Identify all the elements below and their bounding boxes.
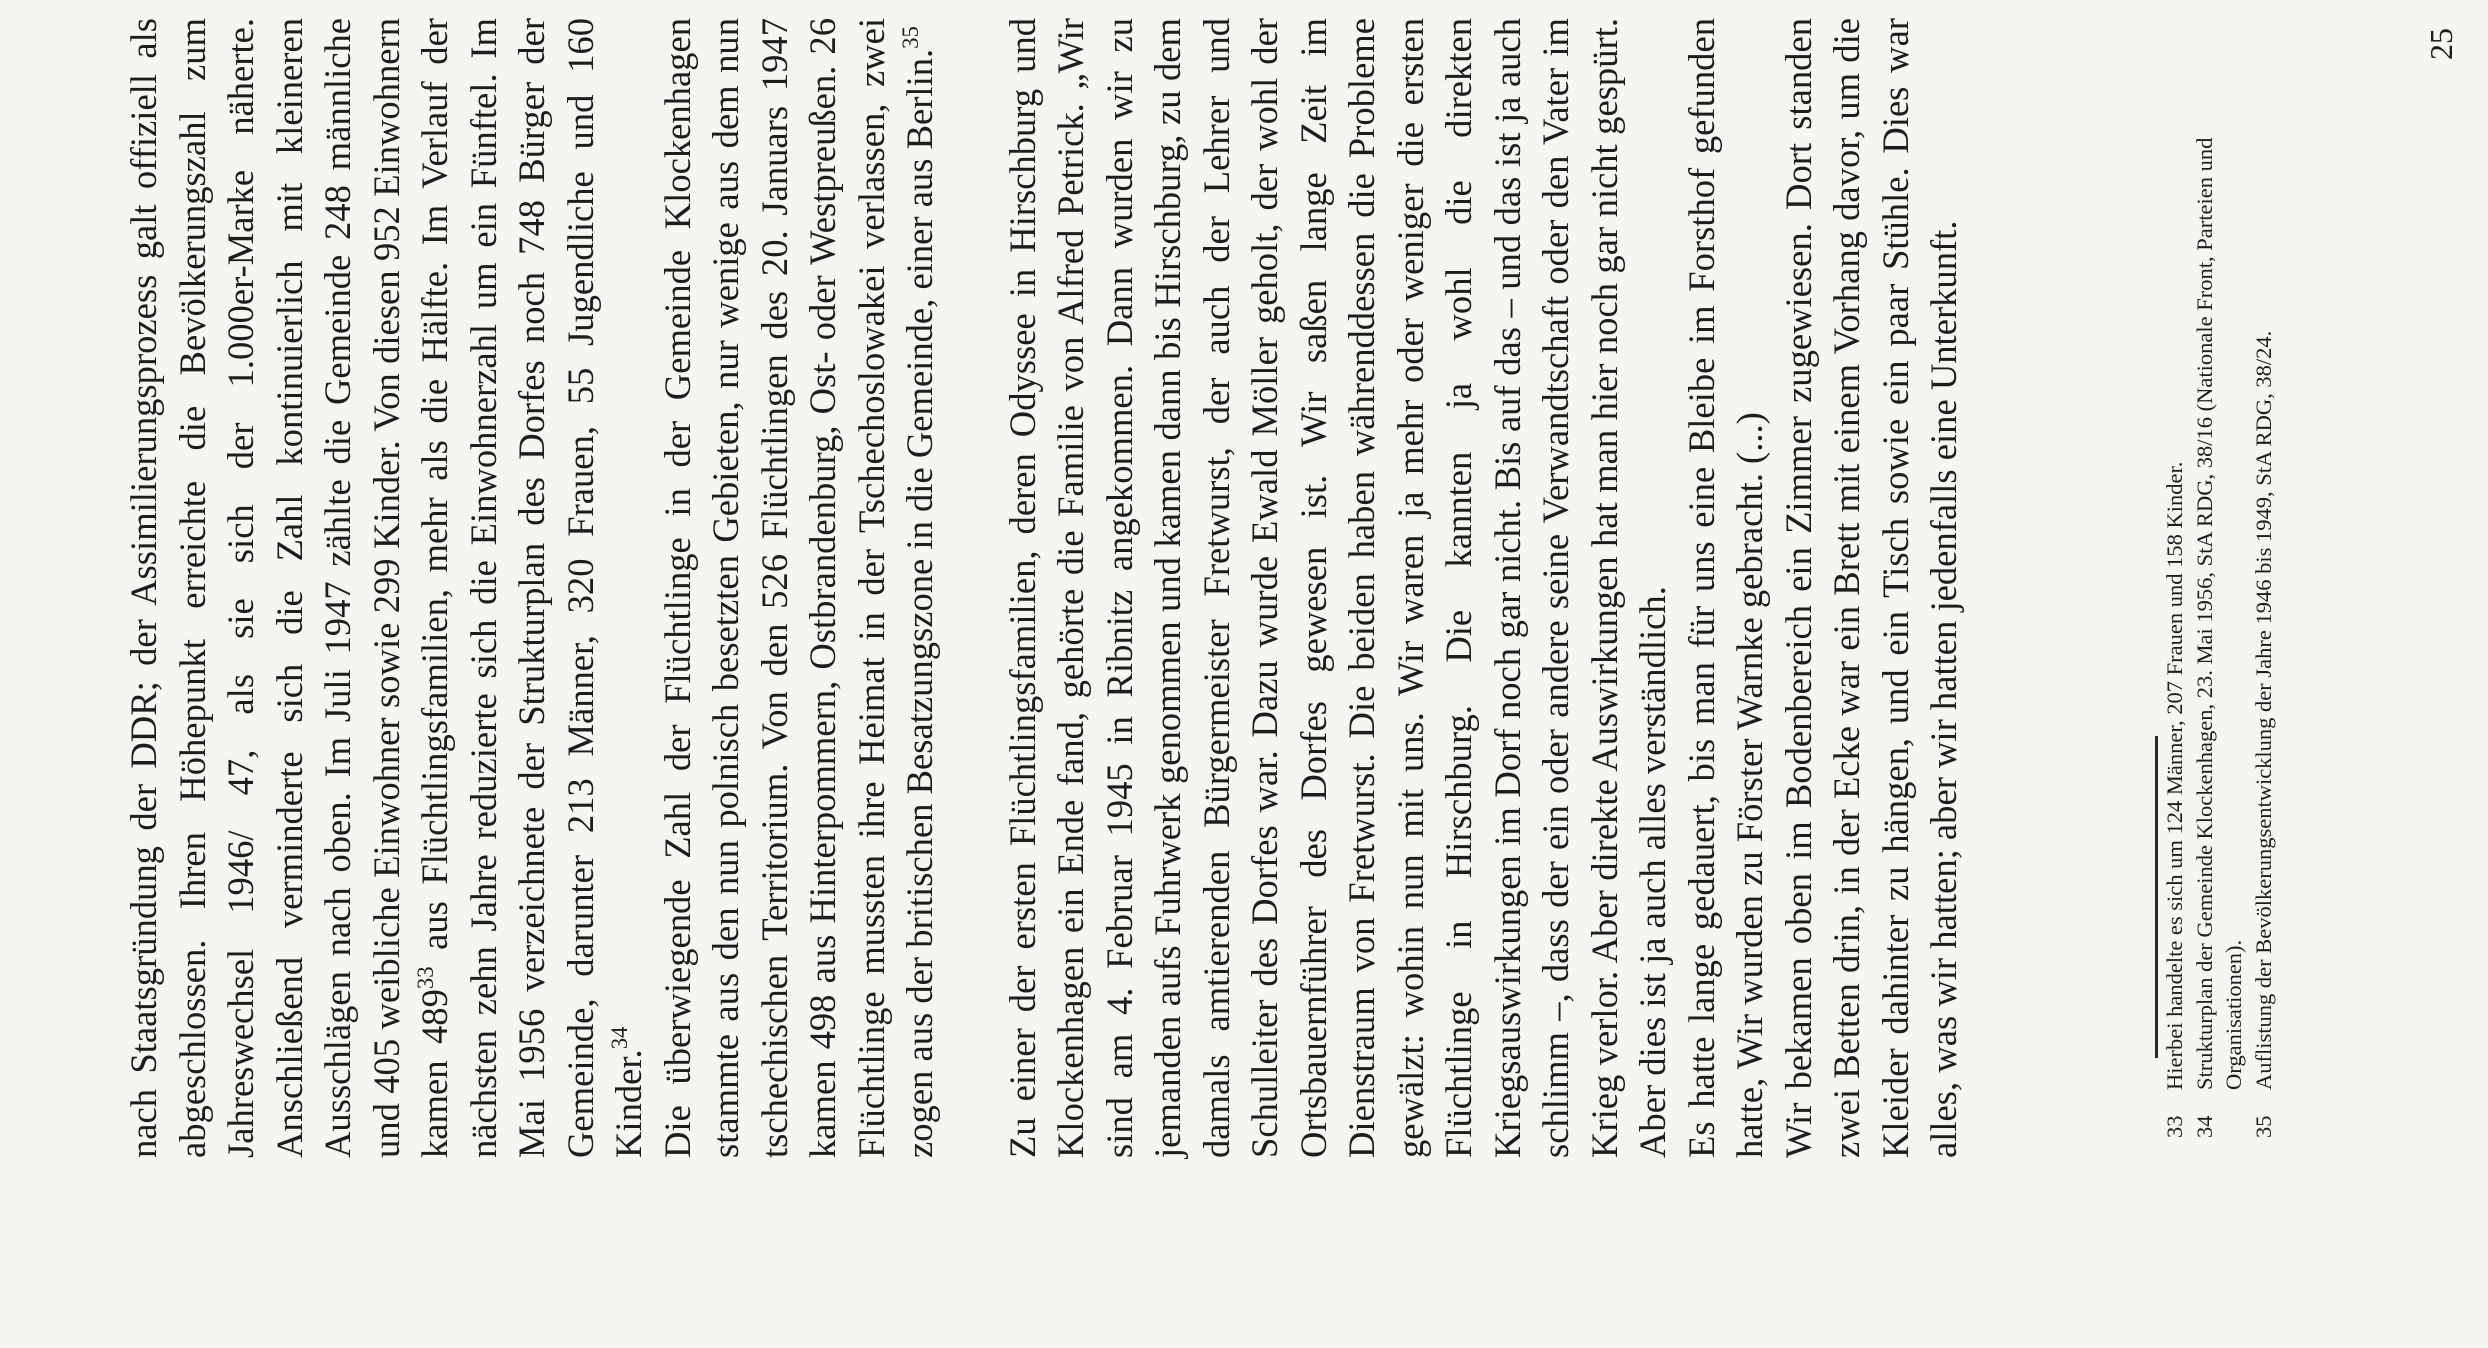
footnote	[2160, 18, 2190, 1138]
paragraph	[999, 18, 1678, 1158]
footnote-text: Strukturplan der Gemeinde Klockenhagen, 23. Mai 1956, StA RDG, 38/16 (Nationale Front, Parteien und Organisationen).	[2191, 137, 2246, 1090]
footnote-text: Auflistung der Bevölkerungsentwicklung der Jahre 1946 bis 1949, StA RDG, 38/24.	[2250, 330, 2276, 1090]
footnote-number: 33	[2162, 1115, 2187, 1138]
footnote-separator	[2155, 736, 2158, 1058]
text-run: Die überwiegende Zahl der Flüchtlinge in der Gemeinde Klockenhagen stammte aus den nun polnisch besetzten Gebieten, nur wenige aus dem nun tschechischen Territorium. Von den 526 Flüchtlingen des 20. Januars 1947 kamen 498 aus Hinterpommern, Ostbrandenburg, Ost- oder Westpreußen. 26 Flüchtlinge mussten ihre Heimat in der Tschechoslowakei verlassen, zwei zogen aus der britischen Besatzungszone in die Gemeinde, einer aus Berlin.	[656, 18, 940, 1158]
paragraph	[654, 18, 945, 1158]
footnote-reference: 35	[897, 26, 923, 49]
footnote-number: 35	[2250, 1115, 2276, 1138]
paragraph	[1775, 18, 1969, 1158]
text-run: nach Staatsgründung der DDR; der Assimilierungsprozess galt offiziell als abgeschlossen. Ihren Höhepunkt erreichte die Bevölkerungszahl zum Jahreswechsel 1946/ 47, als sie sich der 1.000er-Marke näherte. Anschließend verminderte sich die Zahl kontinuierlich mit kleineren Ausschlägen nach oben. Im Juli 1947 zählte die Gemeinde 248 männliche und 405 weibliche Einwohner sowie 299 Kinder. Von diesen 952 Einwohnern kamen 489	[123, 18, 455, 1158]
paragraph	[120, 18, 654, 1158]
text-run: Zu einer der ersten Flüchtlingsfamilien, deren Odyssee in Hirschburg und Klockenhagen ein Ende fand, gehörte die Familie von Alfred Petrick. „Wir sind am 4. Februar 1945 in Ribnitz angekommen. Dann wurden wir zu jemanden aufs Fuhrwerk genommen und kamen dann bis Hirschburg, zu dem damals amtierenden Bürgermeister Fretwurst, der auch der Lehrer und Schulleiter des Dorfes war. Dazu wurde Ewald Möller geholt, der wohl der Ortsbauernführer des Dorfes gewesen ist. Wir saßen lange Zeit im Dienstraum von Fretwurst. Die beiden haben währenddessen die Probleme gewälzt: wohin nun mit uns. Wir waren ja mehr oder weniger die ersten Flüchtlinge in Hirschburg. Die kannten ja wohl die direkten Kriegsauswirkungen im Dorf noch gar nicht. Bis auf das – und das ist ja auch schlimm –, dass der ein oder andere seine Verwandtschaft oder den Vater im Krieg verlor. Aber direkte Auswirkungen hat man hier noch gar nicht gespürt. Aber dies ist ja auch alles verständlich.	[1001, 18, 1673, 1158]
footnote-text: Hierbei handelte es sich um 124 Männer, 207 Frauen und 158 Kinder.	[2162, 461, 2187, 1090]
paragraph	[1678, 18, 1775, 1158]
footnote-number: 34	[2191, 1115, 2217, 1138]
body-text	[120, 18, 1969, 1158]
text-run: Es hatte lange gedauert, bis man für uns eine Bleibe im Forsthof gefunden hatte, Wir wurden zu Förster Warnke gebracht. (...)	[1680, 18, 1770, 1158]
footnote	[2190, 18, 2249, 1138]
text-run: aus Flüchtlingsfamilien, mehr als die Hälfte. Im Verlauf der nächsten zehn Jahre reduzierte sich die Einwohnerzahl um ein Fünftel. Im Mai 1956 verzeichnete der Strukturplan des Dorfes noch 748 Bürger der Gemeinde, darunter 213 Männer, 320 Frauen, 55 Jugendliche und 160 Kinder.	[414, 18, 649, 1158]
footnote	[2249, 18, 2279, 1138]
footnotes	[2160, 18, 2278, 1138]
text-run: Wir bekamen oben im Bodenbereich ein Zimmer zugewiesen. Dort standen zwei Betten drin, in der Ecke war ein Brett mit einem Vorhang davor, um die Kleider dahinter zu hängen, und ein Tisch sowie ein paar Stühle. Dies war alles, was wir hatten; aber wir hatten jedenfalls eine Unterkunft.	[1777, 18, 1964, 1158]
page-number: 25	[2423, 28, 2459, 60]
footnote-reference: 33	[412, 966, 438, 990]
footnote-reference: 34	[606, 1026, 632, 1050]
